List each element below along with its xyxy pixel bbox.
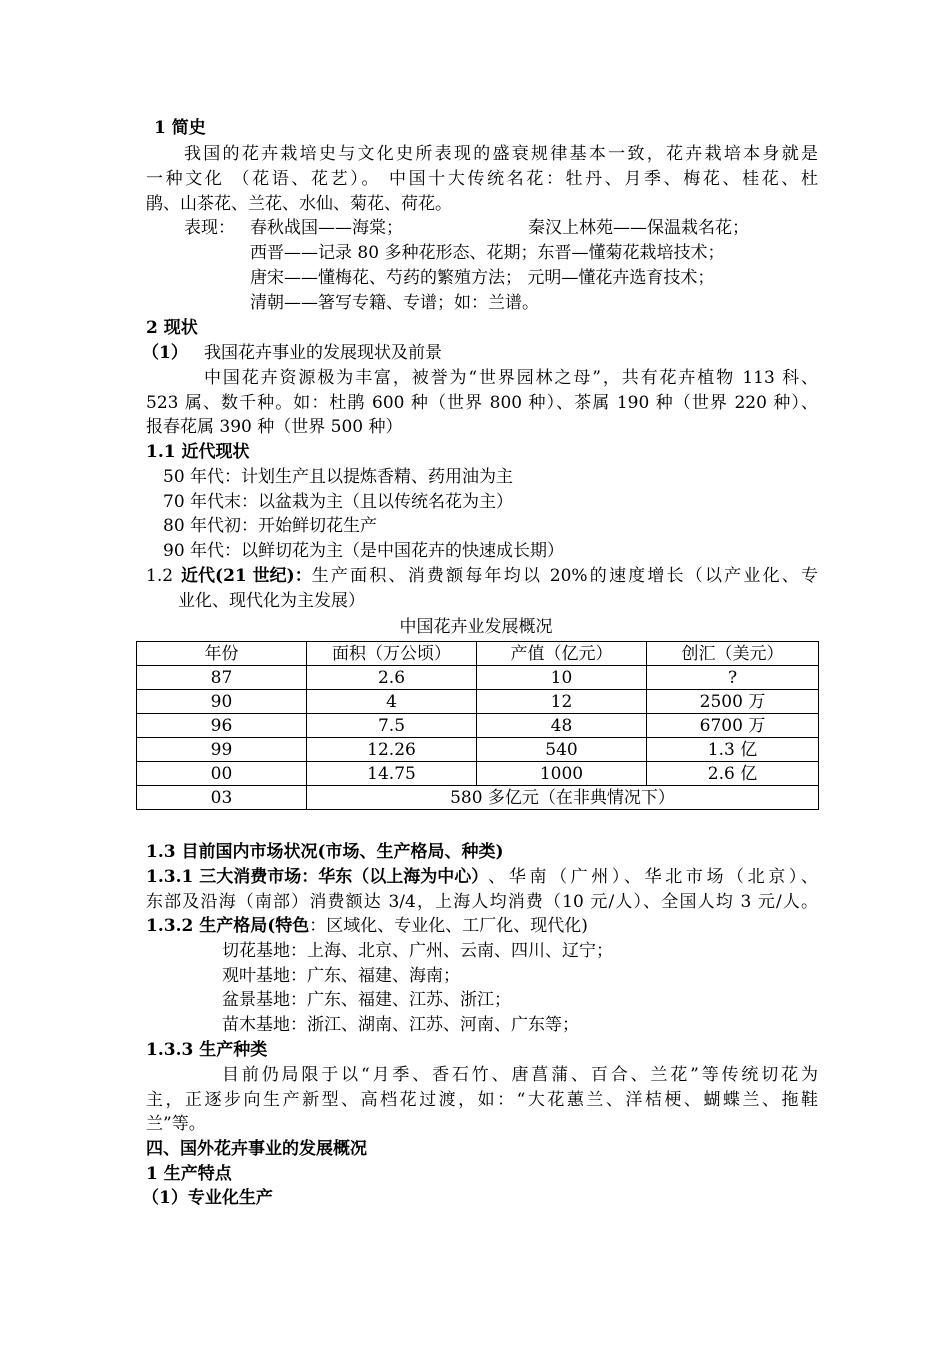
cell-year: 99 bbox=[137, 738, 307, 762]
cell-year: 90 bbox=[137, 690, 307, 714]
table-row bbox=[137, 690, 819, 714]
history-label: 表现： bbox=[184, 218, 235, 238]
modern-item: 80 年代初：开始鲜切花生产 bbox=[163, 516, 378, 536]
header-year: 年份 bbox=[137, 642, 307, 666]
cell-export: 2.6 亿 bbox=[647, 762, 819, 786]
history-paragraph-line: 一种文化 （花语、花艺）。 中国十大传统名花：牡丹、月季、梅花、桂花、杜 bbox=[146, 169, 818, 189]
cell-merged-note: 580 多亿元（在非典情况下） bbox=[307, 786, 819, 810]
contemporary-continuation: 业化、现代化为主发展） bbox=[178, 591, 365, 611]
cell-export: ? bbox=[647, 666, 819, 690]
table-row bbox=[137, 666, 819, 690]
modern-item: 70 年代末：以盆栽为主（且以传统名花为主） bbox=[163, 492, 514, 512]
status-sub-number: （1） bbox=[142, 343, 188, 363]
foreign-heading: 四、国外花卉事业的发展概况 bbox=[146, 1139, 367, 1159]
cell-output: 540 bbox=[477, 738, 647, 762]
market-text: 、华南（广州）、华北市场（北京）、 bbox=[488, 867, 818, 887]
varieties-paragraph-line: 兰”等。 bbox=[146, 1114, 206, 1134]
status-paragraph-line: 报春花属 390 种（世界 500 种） bbox=[146, 417, 403, 437]
history-item: 西晋——记录 80 多种花形态、花期；东晋—懂菊花栽培技术； bbox=[250, 243, 725, 263]
foreign-subheading: 1 生产特点 bbox=[146, 1164, 232, 1184]
table-caption: 中国花卉业发展概况 bbox=[399, 617, 553, 637]
header-export: 创汇（美元） bbox=[647, 642, 819, 666]
production-line bbox=[146, 914, 588, 939]
cell-output: 48 bbox=[477, 714, 647, 738]
market-continuation: 东部及沿海（南部）消费额达 3/4，上海人均消费（10 元/人）、全国人均 3 元/人。 bbox=[146, 892, 818, 912]
status-paragraph-line: 中国花卉资源极为丰富，被誉为“世界园林之母”，共有花卉植物 113 科、 bbox=[204, 368, 818, 388]
cell-export: 6700 万 bbox=[647, 714, 819, 738]
cell-output: 12 bbox=[477, 690, 647, 714]
cell-year: 00 bbox=[137, 762, 307, 786]
cell-export: 1.3 亿 bbox=[647, 738, 819, 762]
history-item: 春秋战国——海棠； bbox=[250, 218, 403, 238]
history-paragraph-line: 我国的花卉栽培史与文化史所表现的盛衰规律基本一致，花卉栽培本身就是 bbox=[184, 144, 818, 164]
cell-output: 10 bbox=[477, 666, 647, 690]
flower-industry-table bbox=[136, 641, 819, 810]
cell-area: 2.6 bbox=[307, 666, 477, 690]
status-heading: 2 现状 bbox=[146, 318, 198, 338]
cell-area: 12.26 bbox=[307, 738, 477, 762]
contemporary-number: 1.2 bbox=[146, 566, 174, 586]
varieties-paragraph-line: 主，正逐步向生产新型、高档花过渡，如：“大花蕙兰、洋桔梗、蝴蝶兰、拖鞋 bbox=[146, 1090, 818, 1110]
cell-area: 7.5 bbox=[307, 714, 477, 738]
modern-heading: 1.1 近代现状 bbox=[146, 442, 250, 462]
cell-year: 87 bbox=[137, 666, 307, 690]
table-row bbox=[137, 786, 819, 810]
cell-area: 14.75 bbox=[307, 762, 477, 786]
contemporary-line bbox=[146, 564, 818, 589]
production-text: ：区域化、专业化、工厂化、现代化) bbox=[309, 916, 588, 936]
base-item: 切花基地：上海、北京、广州、云南、四川、辽宁； bbox=[222, 941, 613, 961]
base-item: 观叶基地：广东、福建、海南； bbox=[222, 966, 460, 986]
history-item: 清朝——箸写专籍、专谱；如：兰谱。 bbox=[250, 293, 539, 313]
varieties-heading: 1.3.3 生产种类 bbox=[146, 1040, 268, 1060]
base-item: 盆景基地：广东、福建、江苏、浙江； bbox=[222, 990, 511, 1010]
modern-item: 90 年代：以鲜切花为主（是中国花卉的快速成长期） bbox=[163, 541, 565, 561]
market-line bbox=[146, 865, 818, 890]
header-area: 面积（万公顷） bbox=[307, 642, 477, 666]
table-row bbox=[137, 714, 819, 738]
contemporary-label: 近代(21 世纪)： bbox=[181, 566, 312, 586]
table-row bbox=[137, 762, 819, 786]
history-item: 秦汉上林苑——保温栽名花； bbox=[528, 218, 749, 238]
status-sub-title: 我国花卉事业的发展现状及前景 bbox=[204, 343, 442, 363]
production-label: 1.3.2 生产格局(特色 bbox=[146, 916, 310, 936]
cell-export: 2500 万 bbox=[647, 690, 819, 714]
cell-year: 03 bbox=[137, 786, 307, 810]
table-header-row bbox=[137, 642, 819, 666]
foreign-subheading-2: （1）专业化生产 bbox=[142, 1188, 273, 1208]
modern-item: 50 年代：计划生产且以提炼香精、药用油为主 bbox=[163, 467, 514, 487]
market-heading: 1.3 目前国内市场状况(市场、生产格局、种类) bbox=[146, 842, 504, 862]
contemporary-text: 生产面积、消费额每年均以 20%的速度增长（以产业化、专 bbox=[311, 566, 818, 586]
cell-year: 96 bbox=[137, 714, 307, 738]
cell-area: 4 bbox=[307, 690, 477, 714]
history-heading: 1 简史 bbox=[154, 118, 206, 138]
header-output: 产值（亿元） bbox=[477, 642, 647, 666]
history-paragraph-line: 鹃、山茶花、兰花、水仙、菊花、荷花。 bbox=[146, 194, 452, 214]
table-row bbox=[137, 738, 819, 762]
cell-output: 1000 bbox=[477, 762, 647, 786]
history-item: 唐宋——懂梅花、芍药的繁殖方法； 元明—懂花卉选育技术； bbox=[250, 268, 715, 288]
varieties-paragraph-line: 目前仍局限于以“月季、香石竹、唐菖蒲、百合、兰花”等传统切花为 bbox=[222, 1065, 818, 1085]
status-paragraph-line: 523 属、数千种。如：杜鹃 600 种（世界 800 种）、茶属 190 种（世界 220 种）、 bbox=[146, 393, 818, 413]
market-label: 1.3.1 三大消费市场：华东（以上海为中心） bbox=[146, 867, 489, 887]
base-item: 苗木基地：浙江、湖南、江苏、河南、广东等； bbox=[222, 1015, 579, 1035]
